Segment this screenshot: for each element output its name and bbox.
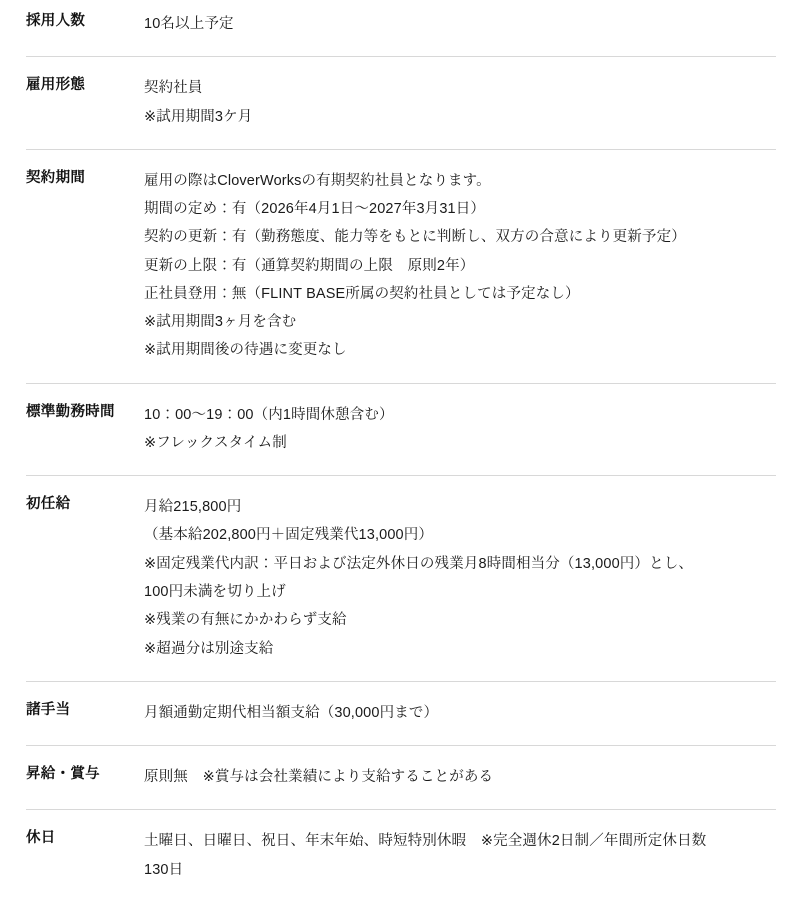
requirements-table	[26, 0, 776, 884]
table-row	[26, 476, 776, 682]
row-value-line: 月額通勤定期代相当額支給（30,000円まで）	[144, 704, 439, 721]
table-row	[26, 0, 776, 57]
row-value-line: 雇用の際はCloverWorksの有期契約社員となります。	[144, 172, 491, 189]
row-value	[144, 493, 776, 663]
row-value-line: 10：00〜19：00（内1時間休憩含む）	[144, 406, 394, 423]
table-row-cell	[26, 150, 776, 384]
table-row	[26, 57, 776, 150]
table-row	[26, 384, 776, 477]
row-value-line: ※試用期間後の待遇に変更なし	[144, 342, 347, 359]
row-content	[26, 150, 776, 384]
row-value-line: 契約社員	[144, 80, 203, 97]
row-label: 標準勤務時間	[26, 403, 115, 420]
row-value	[144, 401, 776, 458]
row-content	[26, 810, 776, 884]
row-value	[144, 763, 776, 791]
row-label: 休日	[26, 830, 56, 847]
row-value	[144, 167, 776, 365]
row-value-line: 原則無 ※賞与は会社業績により支給することがある	[144, 769, 494, 786]
row-content	[26, 57, 776, 150]
row-value-line: 契約の更新：有（勤務態度、能力等をもとに判断し、双方の合意により更新予定）	[144, 229, 686, 246]
row-value	[144, 74, 776, 131]
row-value-line: 正社員登用：無（FLINT BASE所属の契約社員としては予定なし）	[144, 285, 580, 302]
table-row-cell	[26, 476, 776, 682]
table-row-cell	[26, 682, 776, 746]
row-label: 契約期間	[26, 169, 86, 186]
row-content	[26, 476, 776, 682]
table-row	[26, 746, 776, 810]
table-row-cell	[26, 57, 776, 150]
row-label: 採用人数	[26, 13, 86, 29]
row-value-line: 期間の定め：有（2026年4月1日〜2027年3月31日）	[144, 201, 486, 218]
row-value-line: ※固定残業代内訳：平日および法定外休日の残業月8時間相当分（13,000円）とし、	[144, 555, 694, 572]
row-content	[26, 0, 776, 57]
table-row	[26, 150, 776, 384]
row-value-line: 土曜日、日曜日、祝日、年末年始、時短特別休暇 ※完全週休2日制／年間所定休日数	[144, 833, 707, 850]
row-value-line: 130日	[144, 861, 184, 878]
row-value-line: （基本給202,800円＋固定残業代13,000円）	[144, 527, 434, 544]
row-value-line: ※残業の有無にかかわらず支給	[144, 612, 347, 629]
row-value-line: ※超過分は別途支給	[144, 640, 274, 657]
table-row-cell	[26, 746, 776, 810]
row-value	[144, 699, 776, 727]
row-value-line: ※フレックスタイム制	[144, 434, 287, 451]
row-content	[26, 384, 776, 477]
table-row-cell	[26, 0, 776, 57]
row-content	[26, 682, 776, 746]
row-value-line: 月給215,800円	[144, 499, 242, 516]
row-value	[144, 827, 776, 884]
row-value-line: ※試用期間3ケ月	[144, 108, 253, 125]
row-value-line: 10名以上予定	[144, 16, 234, 32]
row-content	[26, 746, 776, 810]
row-value-line: 更新の上限：有（通算契約期間の上限 原則2年）	[144, 257, 475, 274]
table-row-cell	[26, 810, 776, 884]
row-label: 昇給・賞与	[26, 766, 100, 783]
row-label: 初任給	[26, 496, 71, 513]
table-row	[26, 810, 776, 884]
row-value-line: ※試用期間3ヶ月を含む	[144, 314, 297, 331]
table-row-cell	[26, 384, 776, 477]
row-label: 諸手当	[26, 701, 71, 718]
row-value-line: 100円未満を切り上げ	[144, 583, 286, 600]
requirements-table-body	[26, 0, 776, 884]
row-label: 雇用形態	[26, 77, 86, 94]
table-row	[26, 682, 776, 746]
row-value	[144, 10, 776, 38]
